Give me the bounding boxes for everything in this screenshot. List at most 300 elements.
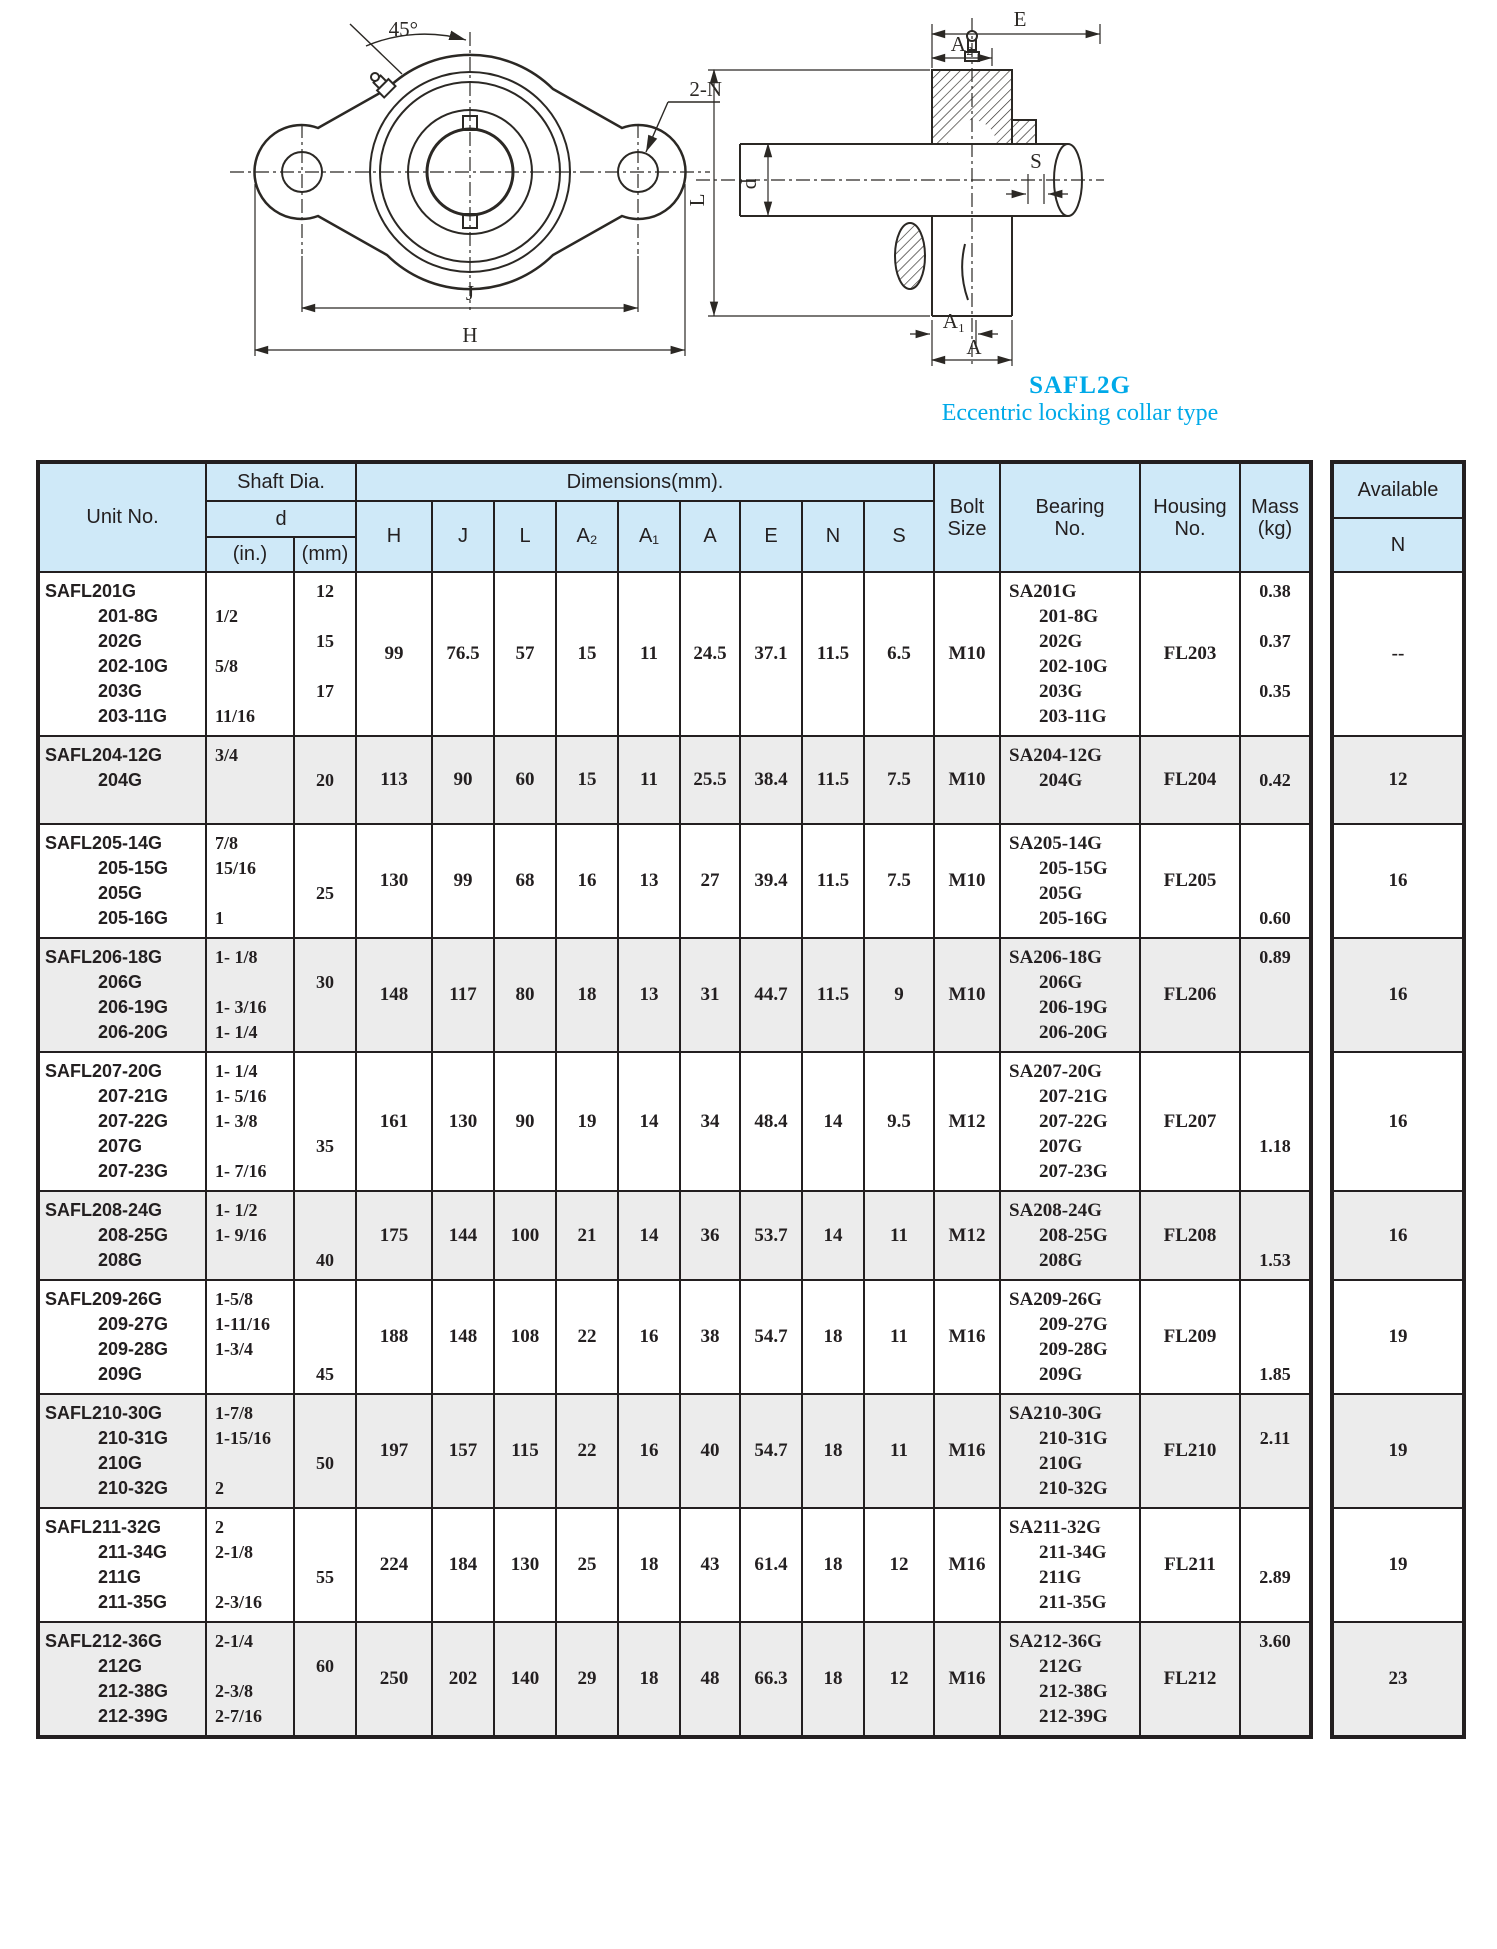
shaft-dia-in-cell (205, 1053, 293, 1190)
shaft-dia-in-cell-line: 7/8 (215, 833, 239, 853)
dim-value-cell: 16 (617, 1395, 679, 1507)
bolt-size-cell: M16 (933, 1395, 999, 1507)
bearing-no-cell-line: 203G (1039, 681, 1083, 702)
shaft-dia-in-cell (205, 1281, 293, 1393)
unit-no-cell (40, 1192, 205, 1279)
mass-cell-line: 0.89 (1259, 947, 1291, 967)
bolt-size-cell: M10 (933, 573, 999, 735)
bearing-no-cell (999, 1623, 1139, 1735)
dim-value-cell: 38.4 (739, 737, 801, 823)
dim-value-cell: 11 (617, 737, 679, 823)
dim-value-cell: 250 (355, 1623, 431, 1735)
shaft-dia-in-cell-line: 2-3/16 (215, 1592, 262, 1612)
shaft-dia-mm-cell-line: 40 (316, 1250, 334, 1270)
housing-no-cell: FL209 (1139, 1281, 1239, 1393)
section-view-drawing (680, 4, 1110, 372)
bearing-no-cell-line: 206-20G (1039, 1022, 1108, 1043)
available-cell: 16 (1334, 1190, 1462, 1279)
unit-no-cell-line: SAFL211-32G (45, 1517, 162, 1537)
shaft-dia-in-cell-line: 2 (215, 1517, 224, 1537)
shaft-dia-mm-cell-line (295, 831, 355, 856)
unit-no-cell-line: SAFL210-30G (45, 1403, 163, 1423)
dim-value-cell: 21 (555, 1192, 617, 1279)
shaft-dia-mm-cell-line: 45 (316, 1364, 334, 1384)
dim-value-cell: 16 (617, 1281, 679, 1393)
shaft-dia-mm-cell-line (295, 1426, 355, 1451)
mass-cell (1239, 1281, 1309, 1393)
bolt-size-cell: M12 (933, 1053, 999, 1190)
dim-value-cell: 18 (555, 939, 617, 1051)
header-dim-h: H (355, 500, 431, 571)
bolt-size-cell: M16 (933, 1623, 999, 1735)
header-bearing-no (999, 464, 1139, 571)
dim-value-cell: 144 (431, 1192, 493, 1279)
unit-no-cell-line: 205-15G (98, 858, 169, 878)
unit-no-cell-line: 212-39G (98, 1706, 169, 1726)
table-row (40, 1621, 1309, 1735)
dim-value-cell: 53.7 (739, 1192, 801, 1279)
dim-value-cell: 7.5 (863, 737, 933, 823)
dim-value-cell: 13 (617, 825, 679, 937)
unit-no-cell-line: 201-8G (98, 606, 159, 626)
dim-d-label: d (737, 178, 761, 190)
mass-cell-line (1241, 654, 1309, 679)
unit-no-cell-line: 212-38G (98, 1681, 169, 1701)
dim-value-cell: 48.4 (739, 1053, 801, 1190)
unit-no-cell-line: 207-21G (98, 1086, 169, 1106)
spec-table-header (40, 464, 1309, 571)
mass-cell-line (1241, 1654, 1309, 1679)
header-dim-e: E (739, 500, 801, 571)
bearing-no-cell-line: SA206-18G (1009, 947, 1102, 968)
mass-cell-line: 2.89 (1259, 1567, 1291, 1587)
bearing-no-cell (999, 573, 1139, 735)
available-cell: 12 (1334, 735, 1462, 823)
mass-cell (1239, 1623, 1309, 1735)
shaft-dia-in-cell-line (207, 1654, 293, 1679)
dim-value-cell: 130 (431, 1053, 493, 1190)
shaft-dia-mm-cell (293, 1509, 355, 1621)
shaft-dia-mm-cell-line: 12 (316, 581, 334, 601)
bearing-no-cell-line: 209-28G (1039, 1339, 1108, 1360)
dim-value-cell: 184 (431, 1509, 493, 1621)
dim-value-cell: 9 (863, 939, 933, 1051)
header-dim-j: J (431, 500, 493, 571)
header-dim-a: A (679, 500, 739, 571)
dim-j-label: J (465, 281, 475, 305)
header-bolt-size-line2: Size (947, 517, 987, 540)
shaft-dia-mm-cell-line (295, 1223, 355, 1248)
shaft-dia-mm-cell-line (295, 1020, 355, 1045)
unit-no-cell-line: 210G (98, 1453, 143, 1473)
dim-value-cell: 11 (863, 1192, 933, 1279)
table-body (40, 571, 1309, 1735)
bearing-no-cell-line: 210G (1039, 1453, 1083, 1474)
shaft-dia-in-cell-line (207, 768, 293, 793)
dim-value-cell: 148 (431, 1281, 493, 1393)
mass-cell-line (1241, 704, 1309, 729)
bearing-no-cell-line: 202G (1039, 631, 1083, 652)
dim-l-label: L (685, 193, 709, 207)
shaft-dia-in-cell-line (207, 679, 293, 704)
available-cell: 16 (1334, 937, 1462, 1051)
bearing-no-cell-line: SA205-14G (1009, 833, 1102, 854)
shaft-dia-in-cell-line: 1- 3/16 (215, 997, 267, 1017)
bearing-no-cell-line: 207G (1039, 1136, 1083, 1157)
mass-cell-line: 3.60 (1259, 1631, 1291, 1651)
shaft-dia-mm-cell (293, 573, 355, 735)
unit-no-cell-line: 212G (98, 1656, 143, 1676)
housing-no-cell: FL204 (1139, 737, 1239, 823)
unit-no-cell (40, 939, 205, 1051)
dim-value-cell: 99 (355, 573, 431, 735)
dim-value-cell: 7.5 (863, 825, 933, 937)
table-row (40, 571, 1309, 735)
shaft-dia-in-cell-line: 3/4 (215, 745, 239, 765)
mass-cell-line: 2.11 (1259, 1428, 1291, 1448)
header-dimensions: Dimensions(mm). (355, 464, 933, 500)
shaft-dia-mm-cell-line (295, 1679, 355, 1704)
dim-value-cell: 12 (863, 1623, 933, 1735)
bearing-no-cell-line: 212-38G (1039, 1681, 1108, 1702)
available-body (1334, 571, 1462, 1735)
dim-value-cell: 29 (555, 1623, 617, 1735)
mass-cell-line (1241, 1223, 1309, 1248)
dim-value-cell: 115 (493, 1395, 555, 1507)
dim-value-cell: 34 (679, 1053, 739, 1190)
dim-value-cell: 48 (679, 1623, 739, 1735)
header-bearing-no-line1: Bearing (1035, 495, 1105, 518)
shaft-dia-in-cell (205, 1395, 293, 1507)
shaft-dia-in-cell-line: 1-15/16 (215, 1428, 271, 1448)
header-shaft-dia: Shaft Dia. (205, 464, 355, 500)
bearing-no-cell-line: 205G (1039, 883, 1083, 904)
dim-value-cell: 18 (617, 1509, 679, 1621)
unit-no-cell-line: 209-28G (98, 1339, 169, 1359)
dim-value-cell: 18 (801, 1281, 863, 1393)
housing-no-cell: FL205 (1139, 825, 1239, 937)
dim-value-cell: 12 (863, 1509, 933, 1621)
shaft-dia-in-cell (205, 573, 293, 735)
header-dim-a2: A₂ (555, 500, 617, 571)
unit-no-cell-line: SAFL207-20G (45, 1061, 163, 1081)
bearing-no-cell-line: SA211-32G (1009, 1517, 1101, 1538)
shaft-dia-mm-cell-line (295, 1198, 355, 1223)
dim-value-cell: 66.3 (739, 1623, 801, 1735)
angle-45-label: 45° (388, 17, 418, 41)
mass-cell-line (1241, 1198, 1309, 1223)
housing-no-cell: FL208 (1139, 1192, 1239, 1279)
header-dim-s: S (863, 500, 933, 571)
mass-cell-line (1241, 1540, 1309, 1565)
shaft-dia-in-cell-line (207, 579, 293, 604)
shaft-dia-in-cell-line: 2-1/4 (215, 1631, 253, 1651)
shaft-dia-in-cell-line: 1-11/16 (215, 1314, 271, 1334)
unit-no-cell-line: 208-25G (98, 1225, 169, 1245)
dim-value-cell: 39.4 (739, 825, 801, 937)
dim-value-cell: 11.5 (801, 573, 863, 735)
bolt-size-cell: M10 (933, 737, 999, 823)
unit-no-cell-line: 206-19G (98, 997, 169, 1017)
dim-value-cell: 36 (679, 1192, 739, 1279)
mass-cell-line (1241, 1020, 1309, 1045)
bearing-no-cell-line: 210-31G (1039, 1428, 1108, 1449)
series-title (900, 372, 1260, 427)
shaft-dia-mm-cell-line (295, 1540, 355, 1565)
shaft-dia-mm-cell-line: 17 (316, 681, 334, 701)
bearing-no-cell-line: 204G (1039, 770, 1083, 791)
dim-value-cell: 197 (355, 1395, 431, 1507)
mass-cell-line (1241, 1401, 1309, 1426)
dim-value-cell: 9.5 (863, 1053, 933, 1190)
bearing-no-cell-line: 211G (1039, 1567, 1082, 1588)
header-housing-no-line1: Housing (1153, 495, 1227, 518)
dim-value-cell: 13 (617, 939, 679, 1051)
dim-value-cell: 18 (801, 1623, 863, 1735)
dim-value-cell: 25 (555, 1509, 617, 1621)
shaft-dia-in-cell-line: 1- 1/2 (215, 1200, 258, 1220)
dim-value-cell: 18 (617, 1623, 679, 1735)
mass-cell (1239, 1395, 1309, 1507)
mass-cell (1239, 939, 1309, 1051)
mass-cell-line: 0.60 (1259, 908, 1291, 928)
unit-no-cell-line: 207-23G (98, 1161, 169, 1181)
header-bolt-size (933, 464, 999, 571)
unit-no-cell (40, 737, 205, 823)
dim-value-cell: 60 (493, 737, 555, 823)
shaft-dia-mm-cell-line (295, 856, 355, 881)
mass-cell-line: 0.35 (1259, 681, 1291, 701)
bearing-no-cell-line: SA209-26G (1009, 1289, 1102, 1310)
dim-value-cell: 57 (493, 573, 555, 735)
dim-value-cell: 202 (431, 1623, 493, 1735)
bearing-no-cell-line: 208-25G (1039, 1225, 1108, 1246)
unit-no-cell-line: 205-16G (98, 908, 169, 928)
table-row (40, 1393, 1309, 1507)
mass-cell-line: 1.53 (1259, 1250, 1291, 1270)
header-mass-line2: (kg) (1257, 517, 1293, 540)
bearing-no-cell-line: 202-10G (1039, 656, 1108, 677)
dim-value-cell: 100 (493, 1192, 555, 1279)
bearing-no-cell-line: SA207-20G (1009, 1061, 1102, 1082)
housing-no-cell: FL210 (1139, 1395, 1239, 1507)
dim-value-cell: 76.5 (431, 573, 493, 735)
shaft-dia-mm-cell-line (295, 1590, 355, 1615)
header-mm: (mm) (293, 536, 355, 571)
shaft-dia-mm-cell (293, 1395, 355, 1507)
shaft-dia-in-cell-line: 15/16 (215, 858, 257, 878)
dim-value-cell: 61.4 (739, 1509, 801, 1621)
shaft-dia-mm-cell (293, 939, 355, 1051)
shaft-dia-mm-cell-line (295, 1312, 355, 1337)
mass-cell-line: 1.18 (1259, 1136, 1291, 1156)
mass-cell-line (1241, 1590, 1309, 1615)
table-row (40, 1279, 1309, 1393)
bolt-size-cell: M16 (933, 1281, 999, 1393)
unit-no-cell-line: 203G (98, 681, 143, 701)
shaft-dia-mm-cell-line (295, 1476, 355, 1501)
shaft-dia-mm-cell-line: 20 (316, 770, 334, 790)
dim-value-cell: 130 (493, 1509, 555, 1621)
housing-no-cell: FL211 (1139, 1509, 1239, 1621)
dim-value-cell: 14 (617, 1192, 679, 1279)
unit-no-cell (40, 1509, 205, 1621)
housing-no-cell: FL203 (1139, 573, 1239, 735)
shaft-dia-in-cell-line (207, 1362, 293, 1387)
unit-no-cell-line: 208G (98, 1250, 143, 1270)
header-dim-a1: A₁ (617, 500, 679, 571)
dim-value-cell: 14 (617, 1053, 679, 1190)
bearing-no-cell (999, 939, 1139, 1051)
shaft-dia-mm-cell-line (295, 945, 355, 970)
dim-value-cell: 25.5 (679, 737, 739, 823)
shaft-dia-mm-cell-line (295, 1629, 355, 1654)
unit-no-cell-line: SAFL209-26G (45, 1289, 163, 1309)
dim-value-cell: 11.5 (801, 737, 863, 823)
mass-cell-line (1241, 1704, 1309, 1729)
dim-value-cell: 130 (355, 825, 431, 937)
dim-value-cell: 6.5 (863, 573, 933, 735)
dim-value-cell: 44.7 (739, 939, 801, 1051)
dim-value-cell: 18 (801, 1395, 863, 1507)
unit-no-cell-line: 207-22G (98, 1111, 169, 1131)
dim-value-cell: 11 (863, 1395, 933, 1507)
dim-value-cell: 54.7 (739, 1395, 801, 1507)
shaft-dia-mm-cell-line (295, 1515, 355, 1540)
bearing-no-cell-line: 209G (1039, 1364, 1083, 1385)
bolt-hole-count-label: 2-N (689, 77, 722, 101)
mass-cell-line (1241, 1451, 1309, 1476)
unit-no-cell (40, 1395, 205, 1507)
dim-value-cell: 37.1 (739, 573, 801, 735)
shaft-dia-mm-cell (293, 1623, 355, 1735)
mass-cell-line (1241, 1312, 1309, 1337)
dim-value-cell: 68 (493, 825, 555, 937)
bearing-no-cell (999, 1281, 1139, 1393)
shaft-dia-mm-cell-line (295, 1084, 355, 1109)
available-cell: 16 (1334, 823, 1462, 937)
unit-no-cell-line: 207G (98, 1136, 143, 1156)
available-cell: 19 (1334, 1393, 1462, 1507)
shaft-dia-in-cell (205, 1192, 293, 1279)
shaft-dia-in-cell-line: 1- 1/4 (215, 1022, 258, 1042)
shaft-dia-mm-cell-line (295, 995, 355, 1020)
spec-table (36, 460, 1313, 1739)
mass-cell-line (1241, 1287, 1309, 1312)
dim-a-label: A (966, 335, 982, 359)
shaft-dia-mm-cell-line (295, 1401, 355, 1426)
header-bolt-size-line1: Bolt (949, 495, 985, 518)
available-cell: 19 (1334, 1507, 1462, 1621)
dim-a2-label: A₂ (950, 32, 974, 56)
header-unit-no: Unit No. (86, 506, 159, 528)
shaft-dia-in-cell-line: 11/16 (215, 706, 256, 726)
bearing-no-cell (999, 1053, 1139, 1190)
shaft-dia-in-cell-line (207, 1565, 293, 1590)
dim-value-cell: 11.5 (801, 825, 863, 937)
mass-cell (1239, 573, 1309, 735)
dim-value-cell: 22 (555, 1281, 617, 1393)
dim-value-cell: 31 (679, 939, 739, 1051)
table-row (40, 937, 1309, 1051)
shaft-dia-in-cell-line: 1- 5/16 (215, 1086, 267, 1106)
bearing-no-cell-line: 212G (1039, 1656, 1083, 1677)
unit-no-cell-line: 209-27G (98, 1314, 169, 1334)
available-cell: 19 (1334, 1279, 1462, 1393)
unit-no-cell-line: SAFL205-14G (45, 833, 163, 853)
bolt-size-cell: M12 (933, 1192, 999, 1279)
shaft-dia-in-cell-line: 1 (215, 908, 224, 928)
available-cell: 16 (1334, 1051, 1462, 1190)
header-mass-line1: Mass (1251, 495, 1299, 518)
dim-value-cell: 15 (555, 737, 617, 823)
shaft-dia-mm-cell-line (295, 743, 355, 768)
shaft-dia-mm-cell-line: 35 (316, 1136, 334, 1156)
shaft-dia-mm-cell-line (295, 1287, 355, 1312)
shaft-dia-mm-cell-line: 30 (316, 972, 334, 992)
mass-cell-line (1241, 970, 1309, 995)
mass-cell-line: 0.37 (1259, 631, 1291, 651)
header-housing-no-line2: No. (1174, 517, 1206, 540)
dim-value-cell: 11 (617, 573, 679, 735)
shaft-dia-in-cell-line (207, 881, 293, 906)
bearing-no-cell-line: 201-8G (1039, 606, 1099, 627)
unit-no-cell-line: SAFL201G (45, 581, 137, 601)
shaft-dia-mm-cell (293, 1053, 355, 1190)
bearing-no-cell-line: 206-19G (1039, 997, 1108, 1018)
bearing-no-cell-line: SA204-12G (1009, 745, 1102, 766)
table-row (40, 823, 1309, 937)
available-table (1330, 460, 1466, 1739)
dim-value-cell: 224 (355, 1509, 431, 1621)
mass-cell-line: 0.38 (1259, 581, 1291, 601)
shaft-dia-in-cell (205, 737, 293, 823)
bolt-size-cell: M10 (933, 939, 999, 1051)
shaft-dia-in-cell-line: 1- 1/4 (215, 1061, 258, 1081)
shaft-dia-mm-cell-line (295, 1337, 355, 1362)
dim-value-cell: 22 (555, 1395, 617, 1507)
shaft-dia-mm-cell (293, 1192, 355, 1279)
shaft-dia-mm-cell-line: 25 (316, 883, 334, 903)
unit-no-cell (40, 573, 205, 735)
shaft-dia-mm-cell-line: 50 (316, 1453, 334, 1473)
dim-value-cell: 188 (355, 1281, 431, 1393)
bearing-no-cell-line: SA201G (1009, 581, 1077, 602)
unit-no-cell-line: 209G (98, 1364, 143, 1384)
mass-cell-line (1241, 856, 1309, 881)
mass-cell-line (1241, 1337, 1309, 1362)
mass-cell-line (1241, 1679, 1309, 1704)
dim-value-cell: 40 (679, 1395, 739, 1507)
bearing-no-cell (999, 737, 1139, 823)
header-dim-n: N (801, 500, 863, 571)
dim-value-cell: 80 (493, 939, 555, 1051)
dim-value-cell: 15 (555, 573, 617, 735)
shaft-dia-mm-cell-line (295, 1109, 355, 1134)
bearing-no-cell-line: 210-32G (1039, 1478, 1108, 1499)
shaft-dia-mm-cell-line: 55 (316, 1567, 334, 1587)
shaft-dia-mm-cell (293, 737, 355, 823)
front-view-drawing (170, 4, 730, 366)
bearing-no-cell (999, 1192, 1139, 1279)
mass-cell-line (1241, 1159, 1309, 1184)
unit-no-cell (40, 1281, 205, 1393)
housing-no-cell: FL206 (1139, 939, 1239, 1051)
shaft-dia-in-cell-line (207, 1134, 293, 1159)
dim-value-cell: 16 (555, 825, 617, 937)
mass-cell-line (1241, 831, 1309, 856)
available-cell: 23 (1334, 1621, 1462, 1735)
